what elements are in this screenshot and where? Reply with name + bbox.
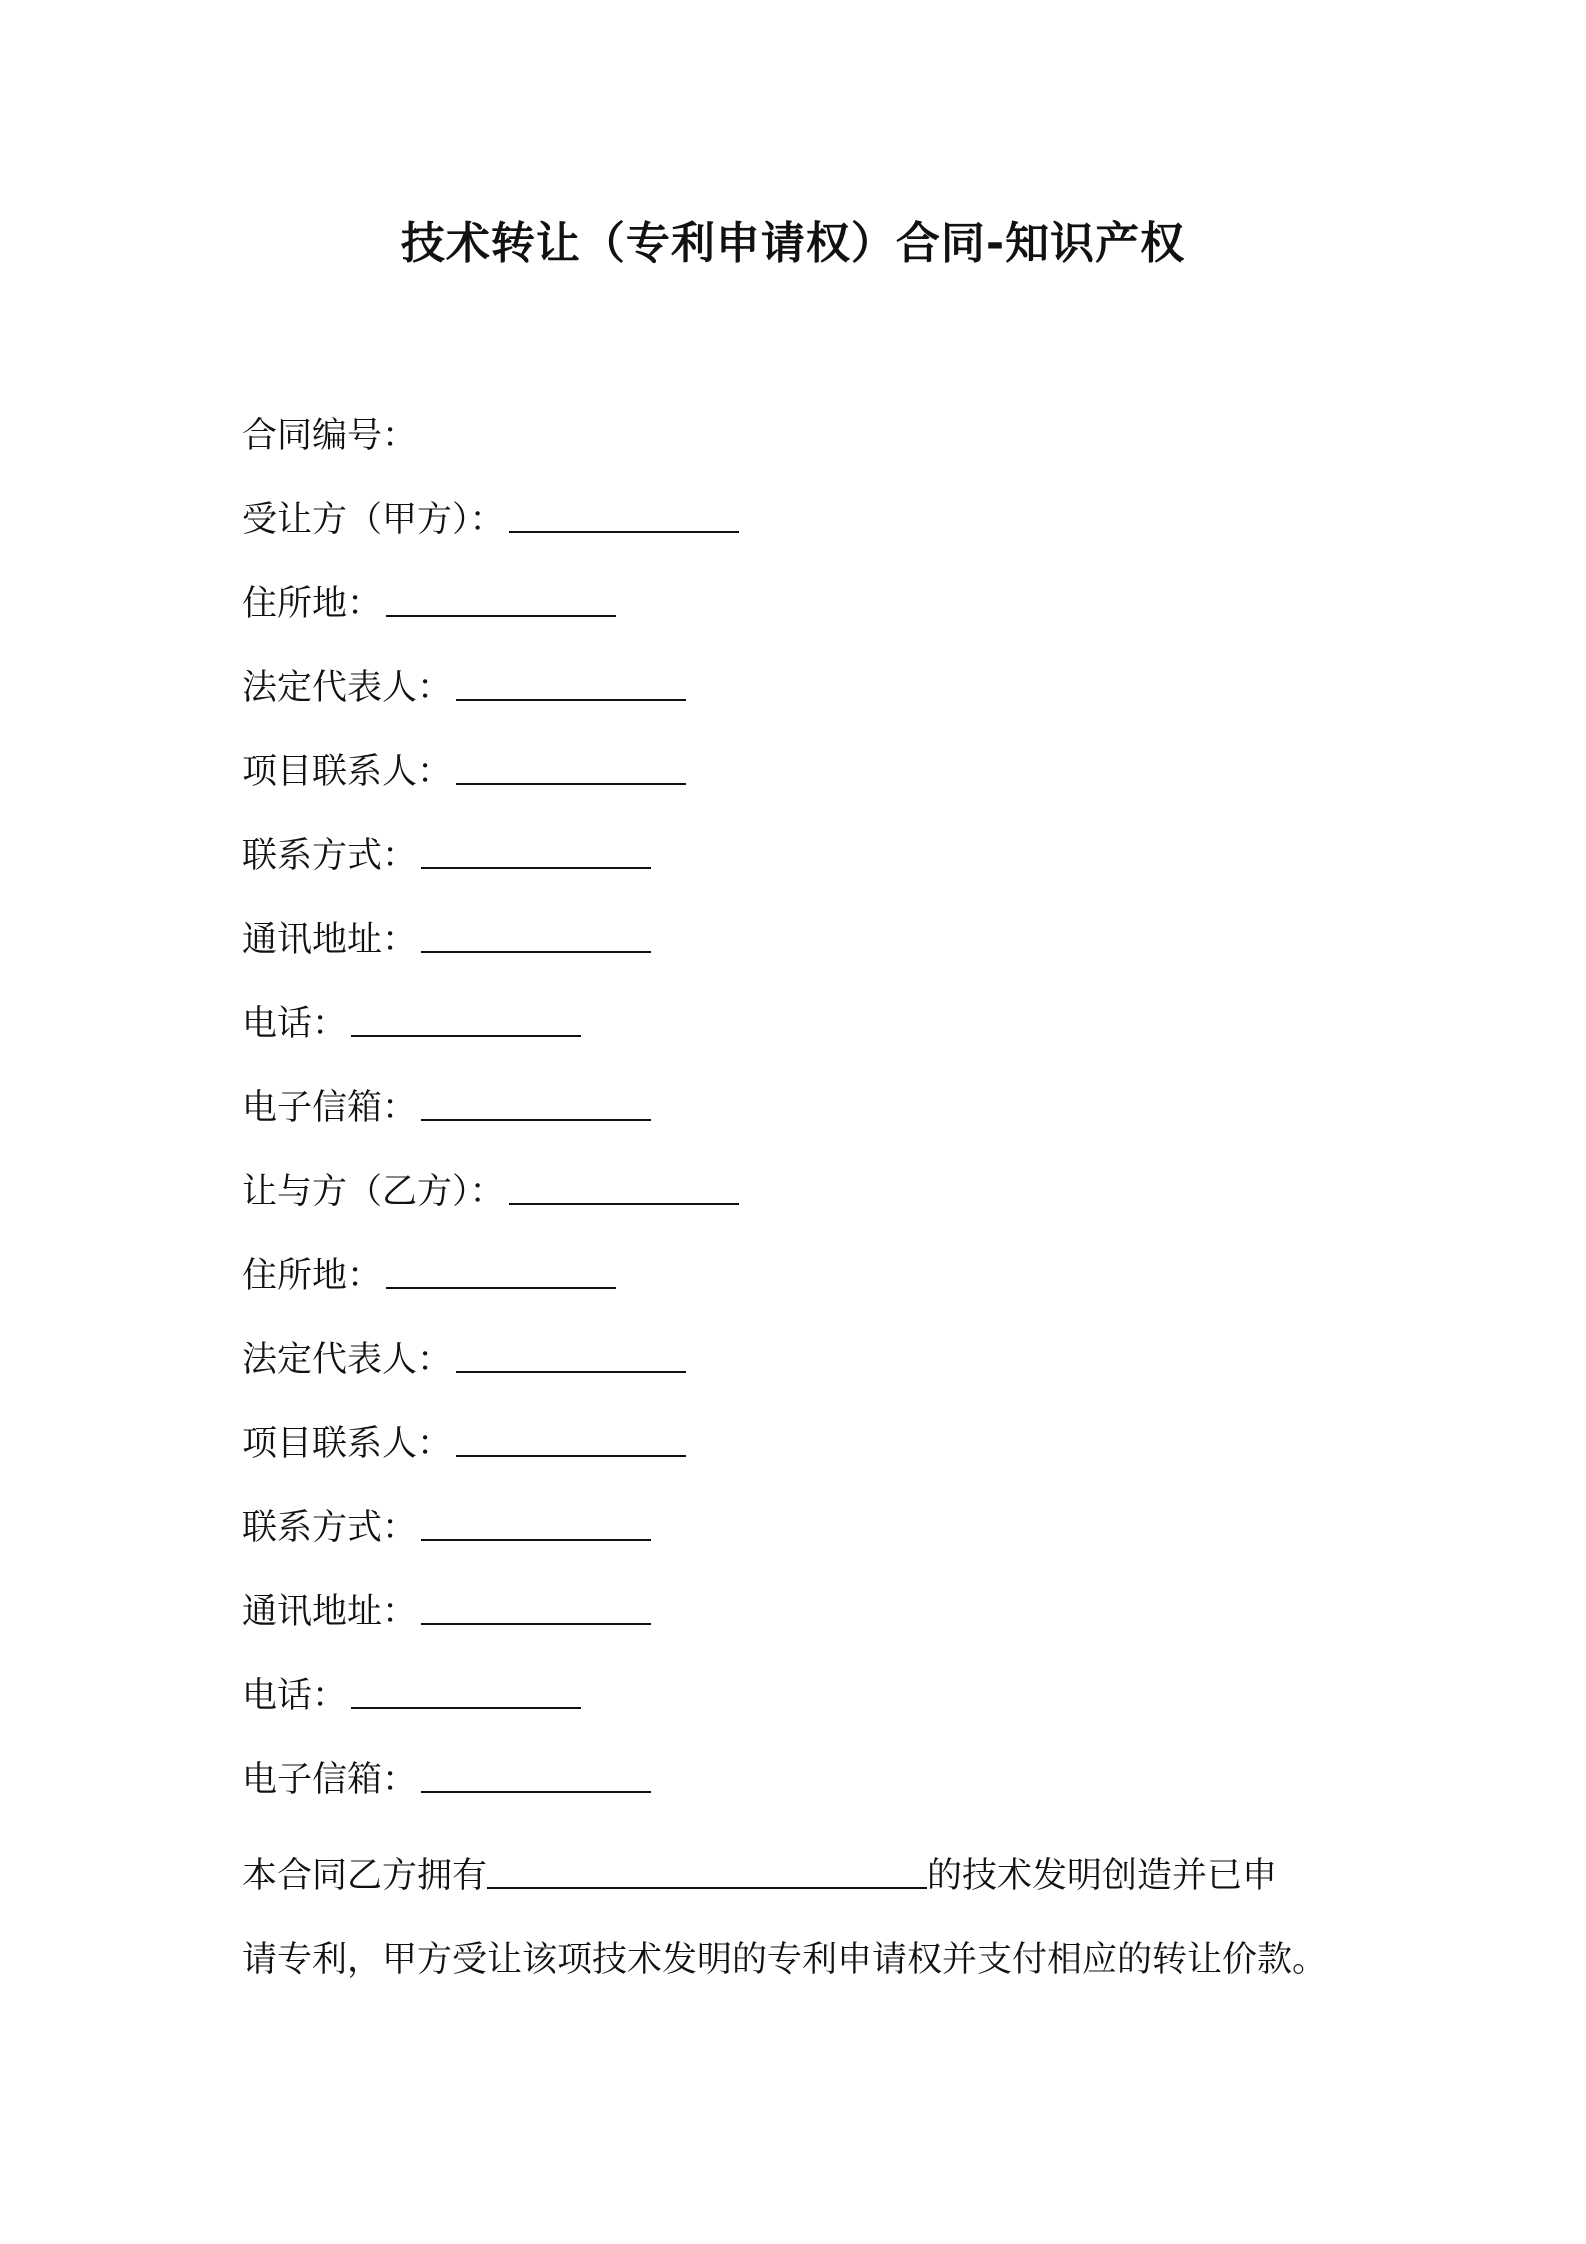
party-b-legal-rep-label: 法定代表人： xyxy=(242,1340,453,1380)
party-a-email-row xyxy=(242,1078,1372,1162)
document-title: 技术转让（专利申请权）合同-知识产权 xyxy=(400,218,1186,269)
party-b-email-blank xyxy=(421,1751,651,1793)
party-b-mailing-address-blank xyxy=(421,1583,651,1625)
party-b-mailing-address-row xyxy=(242,1582,1372,1666)
party-a-phone-label: 电话： xyxy=(242,1004,348,1044)
party-a-legal-rep-blank xyxy=(456,659,686,701)
party-a-email-label: 电子信箱： xyxy=(242,1088,418,1128)
party-b-phone-label: 电话： xyxy=(242,1676,348,1716)
party-b-project-contact-label: 项目联系人： xyxy=(242,1424,453,1464)
party-b-email-row xyxy=(242,1750,1372,1834)
party-b-header-label: 让与方（乙方）： xyxy=(242,1172,505,1212)
party-a-phone-blank xyxy=(351,995,581,1037)
party-a-contact-method-row xyxy=(242,826,1372,910)
party-a-phone-row xyxy=(242,994,1372,1078)
party-a-header-label: 受让方（甲方）： xyxy=(242,500,505,540)
invention-name-blank xyxy=(487,1847,927,1889)
party-b-contact-method-label: 联系方式： xyxy=(242,1508,418,1548)
body-line-1-suffix: 的技术发明创造并已申 xyxy=(927,1856,1278,1896)
party-a-name-blank xyxy=(509,491,739,533)
party-b-project-contact-row xyxy=(242,1414,1372,1498)
contract-number-row xyxy=(242,406,1372,490)
party-a-project-contact-blank xyxy=(456,743,686,785)
party-a-address-row xyxy=(242,574,1372,658)
party-a-legal-rep-row xyxy=(242,658,1372,742)
party-a-mailing-address-blank xyxy=(421,911,651,953)
party-a-project-contact-label: 项目联系人： xyxy=(242,752,453,792)
party-b-address-label: 住所地： xyxy=(242,1256,383,1296)
body-line-1 xyxy=(242,1834,1372,1918)
party-a-address-label: 住所地： xyxy=(242,584,383,624)
contract-body-paragraph xyxy=(242,1834,1372,2002)
party-b-contact-method-blank xyxy=(421,1499,651,1541)
party-a-mailing-address-label: 通讯地址： xyxy=(242,920,418,960)
party-b-phone-blank xyxy=(351,1667,581,1709)
party-b-name-blank xyxy=(509,1163,739,1205)
party-a-header-row xyxy=(242,490,1372,574)
body-line-1-prefix: 本合同乙方拥有 xyxy=(242,1856,488,1896)
party-b-email-label: 电子信箱： xyxy=(242,1760,418,1800)
party-b-legal-rep-blank xyxy=(456,1331,686,1373)
party-a-contact-method-label: 联系方式： xyxy=(242,836,418,876)
body-line-2: 请专利，甲方受让该项技术发明的专利申请权并支付相应的转让价款。 xyxy=(242,1940,1328,1980)
party-b-phone-row xyxy=(242,1666,1372,1750)
party-b-header-row xyxy=(242,1162,1372,1246)
party-a-contact-method-blank xyxy=(421,827,651,869)
contract-fields xyxy=(242,406,1372,1834)
party-a-project-contact-row xyxy=(242,742,1372,826)
contract-number-label: 合同编号： xyxy=(242,416,418,456)
party-b-address-row xyxy=(242,1246,1372,1330)
party-a-legal-rep-label: 法定代表人： xyxy=(242,668,453,708)
party-a-address-blank xyxy=(386,575,616,617)
party-b-legal-rep-row xyxy=(242,1330,1372,1414)
party-a-mailing-address-row xyxy=(242,910,1372,994)
party-a-email-blank xyxy=(421,1079,651,1121)
party-b-project-contact-blank xyxy=(456,1415,686,1457)
party-b-address-blank xyxy=(386,1247,616,1289)
party-b-mailing-address-label: 通讯地址： xyxy=(242,1592,418,1632)
party-b-contact-method-row xyxy=(242,1498,1372,1582)
